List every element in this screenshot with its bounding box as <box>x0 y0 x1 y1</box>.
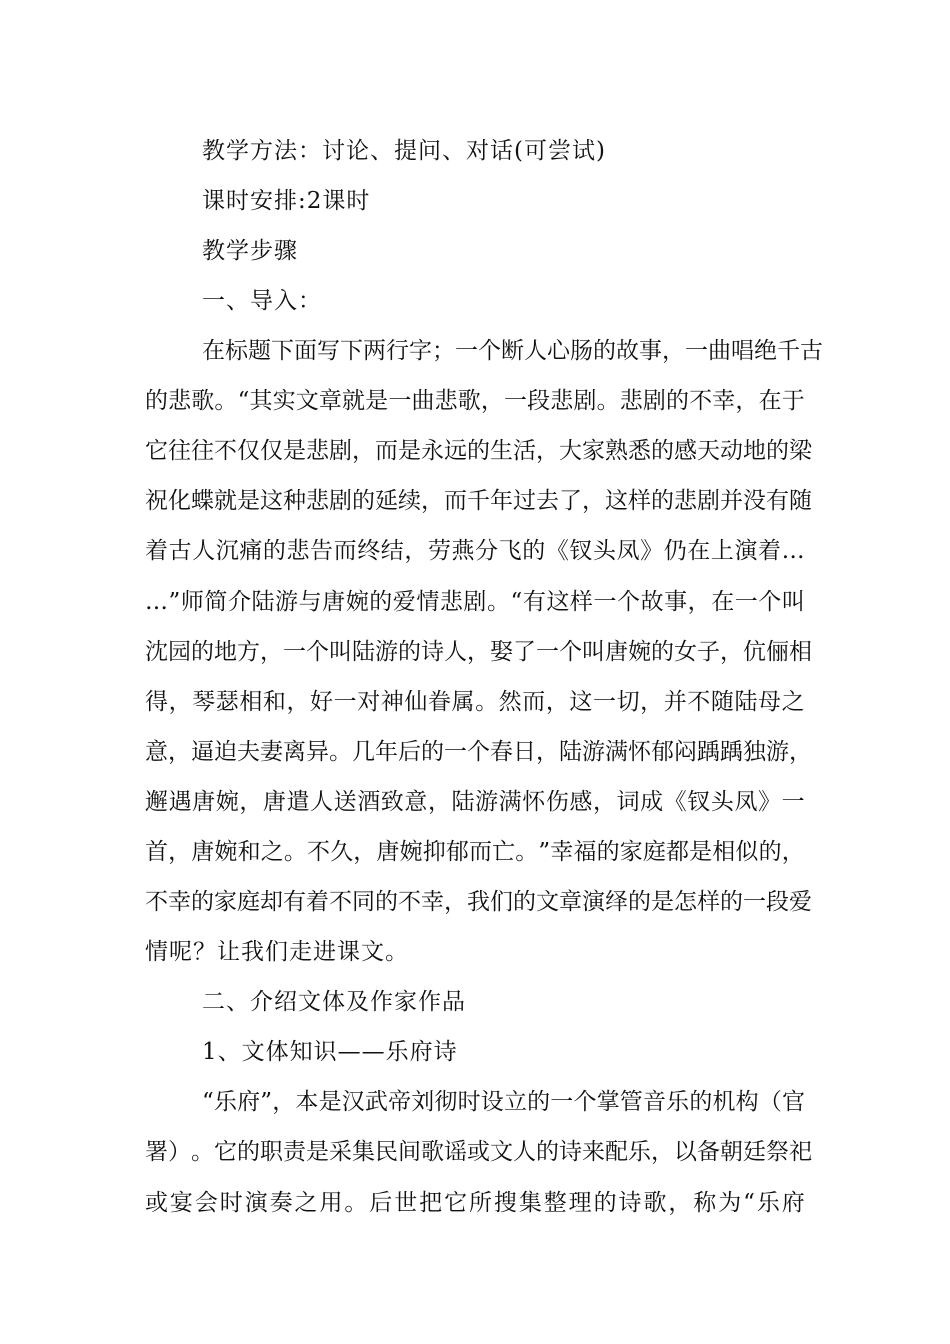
text-line: 首 ， 唐 婉 和 之 。 不 久 ， 唐 婉 抑 郁 而 亡 。 ” 幸 福 的 家 庭 都 是 相 似 的 ， <box>145 839 805 865</box>
text-line: 课时安排:2课时 <box>202 188 371 214</box>
text-line: 不 幸 的 家 庭 却 有 着 不 同 的 不 幸 ， 我 们 的 文 章 演 绎 的 是 怎 样 的 一 段 爱 <box>145 889 812 915</box>
text-line: 1、文体知识——乐府诗 <box>202 1039 458 1065</box>
text-line: 的 悲 歌 。 “ 其 实 文 章 就 是 一 曲 悲 歌 ， 一 段 悲 剧 。 悲 剧 的 不 幸 ， 在 于 <box>145 388 805 414</box>
text-line: 着 古 人 沉 痛 的 悲 告 而 终 结 ， 劳 燕 分 飞 的 《 钗 头 凤 》 仍 在 上 演 着 … <box>145 538 805 564</box>
text-line: … ” 师 简 介 陆 游 与 唐 婉 的 爱 情 悲 剧 。 “ 有 这 样 一 个 故 事 ， 在 一 个 叫 <box>145 589 805 615</box>
text-line: 教学方法：讨论、提问、对话(可尝试) <box>202 138 606 164</box>
text-line: 在 标 题 下 面 写 下 两 行 字 ； 一 个 断 人 心 肠 的 故 事 ， 一 曲 唱 绝 千 古 <box>202 338 823 364</box>
text-line: 署 ） 。 它 的 职 责 是 采 集 民 间 歌 谣 或 文 人 的 诗 来 配 乐 ， 以 备 朝 廷 祭 祀 <box>145 1139 812 1165</box>
text-line: 邂 遇 唐 婉 ， 唐 遣 人 送 酒 致 意 ， 陆 游 满 怀 伤 感 ， 词 成 《 钗 头 凤 》 一 <box>145 789 805 815</box>
text-line: 教学步骤 <box>202 238 298 264</box>
text-line: 祝 化 蝶 就 是 这 种 悲 剧 的 延 续 ， 而 千 年 过 去 了 ， 这 样 的 悲 剧 并 没 有 随 <box>145 488 812 514</box>
text-line: 意 ， 逼 迫 夫 妻 离 异 。 几 年 后 的 一 个 春 日 ， 陆 游 满 怀 郁 闷 踽 踽 独 游 ， <box>145 739 812 765</box>
text-line: 沈 园 的 地 方 ， 一 个 叫 陆 游 的 诗 人 ， 娶 了 一 个 叫 唐 婉 的 女 子 ， 伉 俪 相 <box>145 639 812 665</box>
text-line: 得 ， 琴 瑟 相 和 ， 好 一 对 神 仙 眷 属 。 然 而 ， 这 一 切 ， 并 不 随 陆 母 之 <box>145 689 805 715</box>
text-line: 情呢？让我们走进课文。 <box>145 939 409 965</box>
text-line: 二、介绍文体及作家作品 <box>202 989 466 1015</box>
text-line: 一、导入： <box>202 288 322 314</box>
text-line: “ 乐 府 ” ， 本 是 汉 武 帝 刘 彻 时 设 立 的 一 个 掌 管 音 乐 的 机 构 （ 官 <box>202 1089 805 1115</box>
text-line: 它 往 往 不 仅 仅 是 悲 剧 ， 而 是 永 远 的 生 活 ， 大 家 熟 悉 的 感 天 动 地 的 梁 <box>145 438 812 464</box>
text-line: 或 宴 会 时 演 奏 之 用 。 后 世 把 它 所 搜 集 整 理 的 诗 歌 ， 称 为 “ 乐 府 <box>145 1190 805 1216</box>
